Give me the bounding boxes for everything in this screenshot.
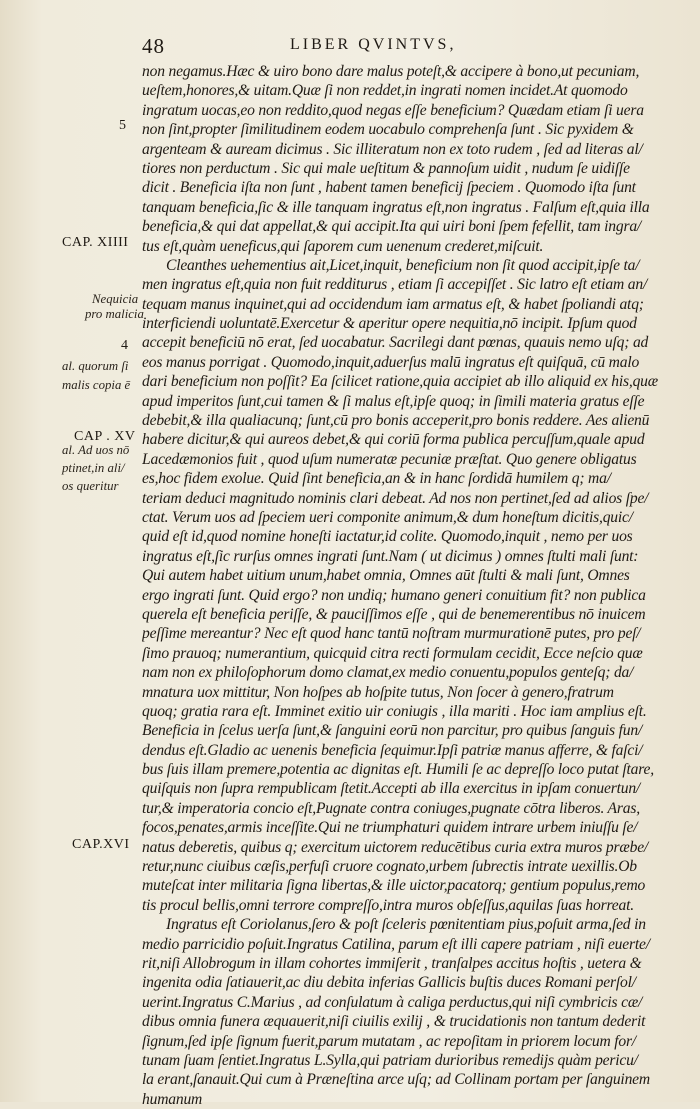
text-line: tanquam beneficia,ſic & ille tanquam ingratus eſt,non ingratus . Falſum eſt,quia illa (142, 198, 650, 216)
text-line: tur,& imperatoria concio eſt,Pugnate contra coniuges,pugnate cōtra liberos. Aras, (142, 799, 640, 817)
text-line: beneficia,& qui dat appellat,& qui accipit.Ita qui uiri boni ſpem fefellit, tam ingra/ (142, 218, 642, 236)
text-line: quoq; gratia rara eſt. Imminet exitio uir coniugis , illa mariti . Hoc iam amplius eſt. (142, 702, 647, 720)
side-note-line: al. quorum ſi (62, 359, 129, 373)
text-line: debebit,& illa qualiacunq; ſunt,cū pro bonis acceperit,pro bonis reddere. Aes alienū (142, 412, 650, 430)
text-line: non negamus.Hæc & uiro bono dare malus poteſt,& accipere à bono,ut pecuniam, (142, 63, 640, 80)
side-note-line: ptinet,in ali/ (62, 461, 125, 475)
page-header (142, 34, 662, 62)
text-line: tus eſt,quàm ueneficus,qui ſaporem cum uenenum crederet,miſcuit. (142, 237, 544, 255)
text-line: nam non ex philoſophorum domo clamat,ex medio conuentu,populos genteſq; da/ (142, 664, 634, 682)
text-line: es,hoc fidem exolue. Quid ſint beneficia,an & in hanc ſordidā humilem q; ma/ (142, 470, 611, 488)
text-line: la erant,ſanauit.Qui cum à Præneſtina arce uſq; ad Collinam portam per ſanguinem (142, 1071, 650, 1089)
text-line: accepit beneficiū nō erat, ſed uocabatur. Sacrilegi dant pœnas, quauis nemo uſq; ad (142, 334, 649, 352)
text-line: ingratus eſt,ſic rurſus omnes ingrati ſunt.Nam ( ut dicimus ) omnes ſtulti mali ſunt: (142, 547, 639, 565)
running-head: LIBER QVINTVS, (290, 36, 457, 53)
text-line: rit,niſi Allobrogum in illam cohortes immiſerit , tranſalpes accitus hoſtis , uetera & (142, 954, 642, 972)
side-note-ad-uos (62, 443, 129, 494)
side-note-line: malis copia ē (62, 378, 131, 392)
side-note-line: pro malicia (85, 307, 144, 321)
side-note-nequicia (85, 292, 144, 322)
chapter-marker-16: CAP.XVI (72, 837, 130, 852)
text-line: teriam deduci magnitudo nominis clari debeat. Ad nos non pertinet,ſed ad alios ſpe/ (142, 489, 649, 507)
text-line: tis procul bellis,omni terrore compreſſo,intra muros obſeſſus,aquilas ſuas horreat. (142, 896, 634, 914)
side-note-line: al. Ad uos nō (62, 443, 130, 457)
text-line: apud imperitos ſunt,cui tamen & ſi malus eſt,ipſe quoq; in ſimili materia gratus eſſe (142, 392, 645, 410)
side-note-line: os queritur (62, 479, 119, 493)
text-line: uerint.Ingratus C.Marius , ad conſulatum à caliga perductus,qui niſi cymbricis cæ/ (142, 993, 643, 1011)
main-text-column (142, 62, 672, 1109)
text-line: ergo ingrati ſunt. Quid ergo? non undiq; humano generi conuitium fit? non publica (142, 586, 646, 604)
text-line: habere dicitur,& qui aureos debet,& qui coriū forma publica percuſſum,quale apud (142, 431, 645, 449)
text-line: tequam manus inquinet,qui ad occidendum iam armatus eſt, & habet ſpoliandi atq; (142, 295, 644, 313)
text-line: Qui autem habet uitium unum,habet omnia, Omnes aūt ſtulti & mali ſunt, Omnes (142, 567, 630, 585)
text-line: focos,penates,armis inceſſite.Qui ne triumphaturi quidem intrare urbem iniuſſu ſe/ (142, 819, 638, 837)
folio-number: 48 (142, 34, 165, 58)
text-line: dendus eſt.Gladio ac uenenis beneficia ſequimur.Ipſi patriæ manus afferre, & faſci/ (142, 741, 643, 759)
side-note-line: Nequicia (92, 292, 139, 306)
text-line: eos manus porrigat . Quomodo,inquit,aduerſus malū ingratus eſt quiſquā, cū malo (142, 353, 640, 371)
text-line: peſſime mereantur? Nec eſt quod hanc tantū noſtram murmurationē putes, pro peſ/ (142, 625, 641, 643)
text-line: querela eſt beneficia periſſe, & pauciſſimos eſſe , qui de benemerentibus nō inuicem (142, 605, 646, 623)
text-line: humanum (142, 1090, 203, 1108)
text-line: ſimo prauoq; numerantium, quicquid citra recti formulam cecidit, Ecce neſcio quæ (142, 644, 643, 662)
text-line: retur,nunc ciuibus cæſis,perfuſi cruore cognato,urbem ſubrectis intrate uexillis.Ob (142, 858, 637, 876)
text-line: Cleanthes uehementius ait,Licet,inquit, beneficium non ſit quod accipit,ipſe ta/ (166, 256, 640, 274)
text-line: ſignum,ſed ipſe ſignum fuerit,parum mutatam , ac repoſitam in priorem locum for/ (142, 1032, 636, 1050)
text-line: Beneficia in ſcelus uerſa ſunt,& ſanguini eorū non parcitur, pro quibus ſanguis fun/ (142, 722, 643, 740)
text-line: dibus omnia funera æquauerit,niſi ciuilis exilij , & trucidationis non tantum dederit (142, 1013, 646, 1031)
text-line: tunam ſuam ſentiet.Ingratus L.Sylla,qui patriam durioribus remedijs quàm pericu/ (142, 1051, 638, 1069)
side-note-quorum (62, 359, 130, 393)
text-line: ueſtem,honores,& uitam.Quæ ſi non reddet,in ingrati nomen incidet.At quomodo (142, 82, 628, 100)
line-number: 5 (119, 118, 126, 133)
text-line: non ſint,propter ſimilitudinem eodem uocabulo comprehenſa ſunt . Sic pyxidem & (142, 121, 634, 139)
chapter-marker-14: CAP. XIIII (62, 235, 129, 250)
text-line: mnatura uox mittitur, Non hoſpes ab hoſpite tutus, Non ſocer à genero,fratrum (142, 683, 614, 701)
text-line: muteſcat inter militaria ſigna libertas,& ille uictor,pacatorq; gentium populus,remo (142, 877, 646, 895)
text-line: argenteam & auream dicimus . Sic illiteratum non ex toto rudem , ſed ad literas al/ (142, 140, 643, 158)
text-line: ingenita odia ſatiauerit,ac diu debita inferias Gallicis buſtis duces Romani perſol/ (142, 974, 636, 992)
text-line: ctat. Verum uos ad ſpeciem ueri componite animum,& dum honeſtum dicitis,quic/ (142, 508, 633, 526)
text-line: quiſquis non ſupra rempublicam ſtetit.Accepti ab illa exercitus in ipſam conuertun/ (142, 780, 641, 798)
text-line: natus deberetis, quibus q; exercitum uictorem reducētibus curia extra muros præbe/ (142, 838, 649, 856)
text-line: medio parricidio poſuit.Ingratus Catilina, parum eſt illi capere patriam , niſi euerte/ (142, 935, 650, 953)
text-line: dicit . Beneficia iſta non ſunt , habent tamen beneficij ſpeciem . Quomodo iſta ſunt (142, 179, 636, 197)
text-line: tiores non perductum . Sic qui male ueſtitum & pannoſum uidit , nudum ſe uidiſſe (142, 159, 630, 177)
line-number: 4 (121, 338, 128, 353)
text-line: men ingratus eſt,quia non fuit redditurus , etiam ſi accepiſſet . Sic latro eſt etiam an/ (142, 276, 648, 294)
text-line: Lacedæmonios fuit , quod uſum numeratæ pecuniæ præſtat. Quo genere obligatus (142, 450, 637, 468)
chapter-marker-15: CAP . XV (74, 429, 136, 444)
text-line: Ingratus eſt Coriolanus,ſero & poſt ſceleris pœnitentiam pius,poſuit arma,ſed in (166, 916, 646, 934)
text-line: interficiendi uoluntatē.Exercetur & aperitur opere nequitia,nō incipit. Ipſum quod (142, 315, 637, 333)
text-line: bus ſuis illam premere,potentia ac dignitas eſt. Humili ſe ac depreſſo loco putat ſtare, (142, 761, 654, 779)
text-line: quid eſt id,quod nomine honeſti iactatur,id colite. Quomodo,inquit , nemo per uos (142, 528, 633, 546)
text-line: dari beneficium non poſſit? Ea ſcilicet ratione,quia accipiet ab illo aliquid ex his,quæ (142, 373, 658, 391)
text-line: ingratum uocas,eo non reddito,quod negas eſſe beneficium? Quædam etiam ſi uera (142, 101, 644, 119)
